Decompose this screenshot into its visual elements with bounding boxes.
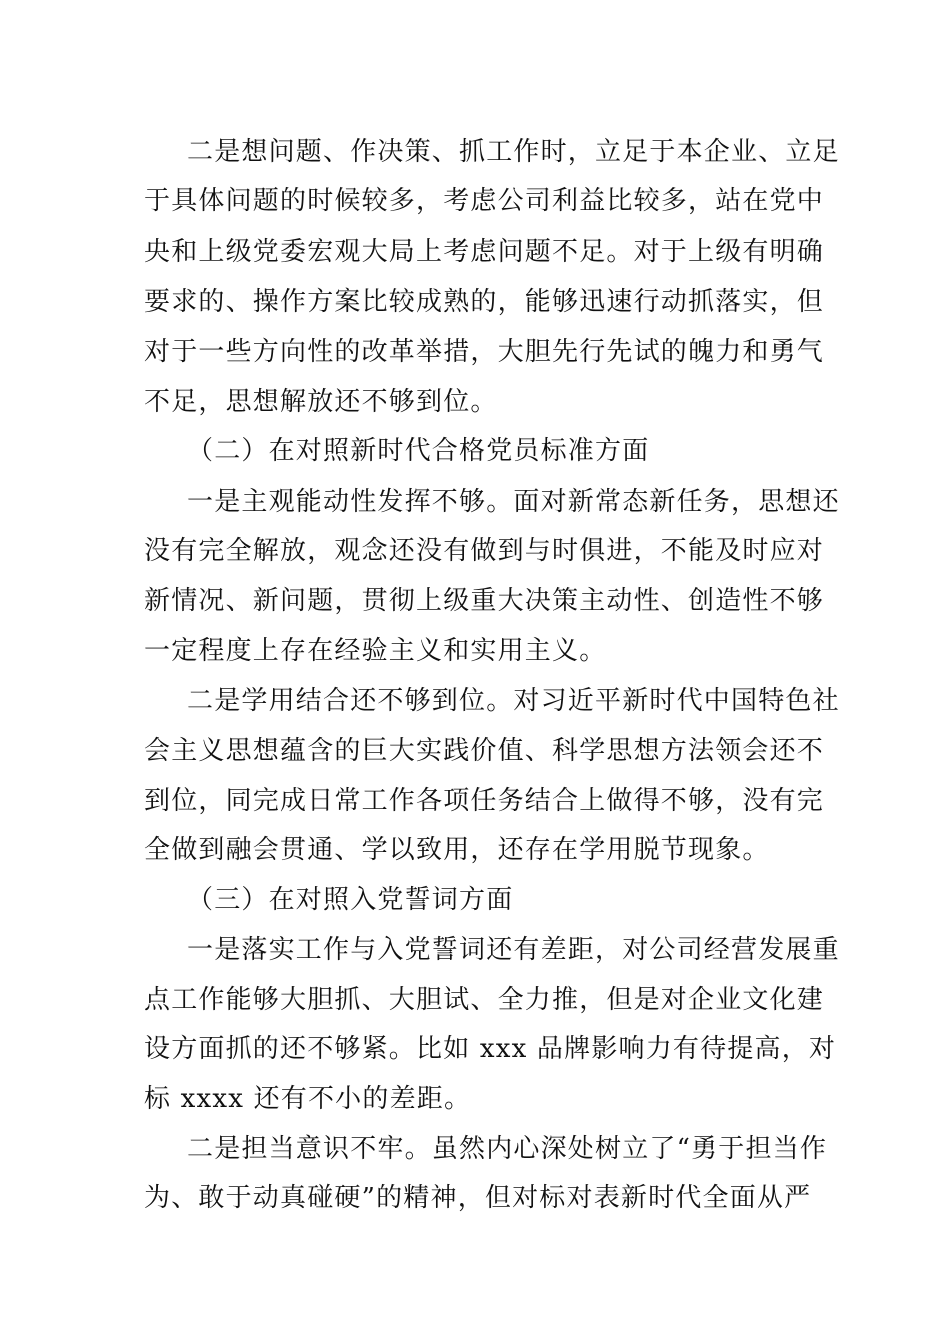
section-heading: （三）在对照入党誓词方面 <box>187 885 514 915</box>
paragraph-line: 到位，同完成日常工作各项任务结合上做得不够，没有完 <box>144 786 825 816</box>
paragraph-line: 不足，思想解放还不够到位。 <box>144 387 498 417</box>
paragraph-line: 一是主观能动性发挥不够。面对新常态新任务，思想还 <box>187 487 840 517</box>
paragraph-line: 全做到融会贯通、学以致用，还存在学用脱节现象。 <box>144 835 770 865</box>
section-heading: （二）在对照新时代合格党员标准方面 <box>187 436 650 466</box>
paragraph-line: 二是想问题、作决策、抓工作时，立足于本企业、立足 <box>187 137 840 167</box>
paragraph-line: 二是学用结合还不够到位。对习近平新时代中国特色社 <box>187 686 840 716</box>
paragraph-line: 二是担当意识不牢。虽然内心深处树立了“勇于担当作 <box>187 1134 828 1164</box>
paragraph-line: 央和上级党委宏观大局上考虑问题不足。对于上级有明确 <box>144 237 825 267</box>
paragraph-line: 设方面抓的还不够紧。比如 xxx 品牌影响力有待提高，对 <box>144 1034 837 1064</box>
paragraph-line: 为、敢于动真碰硬”的精神，但对标对表新时代全面从严 <box>144 1183 812 1213</box>
paragraph-line: 标 xxxx 还有不小的差距。 <box>144 1084 472 1114</box>
paragraph-line: 要求的、操作方案比较成熟的，能够迅速行动抓落实，但 <box>144 287 825 317</box>
paragraph-line: 一是落实工作与入党誓词还有差距，对公司经营发展重 <box>187 935 840 965</box>
paragraph-line: 一定程度上存在经验主义和实用主义。 <box>144 636 607 666</box>
paragraph-line: 点工作能够大胆抓、大胆试、全力推，但是对企业文化建 <box>144 985 825 1015</box>
paragraph-line: 没有完全解放，观念还没有做到与时俱进，不能及时应对 <box>144 536 825 566</box>
paragraph-line: 对于一些方向性的改革举措，大胆先行先试的魄力和勇气 <box>144 337 825 367</box>
paragraph-line: 于具体问题的时候较多，考虑公司利益比较多，站在党中 <box>144 186 825 216</box>
paragraph-line: 新情况、新问题，贯彻上级重大决策主动性、创造性不够 <box>144 586 825 616</box>
paragraph-line: 会主义思想蕴含的巨大实践价值、科学思想方法领会还不 <box>144 736 825 766</box>
